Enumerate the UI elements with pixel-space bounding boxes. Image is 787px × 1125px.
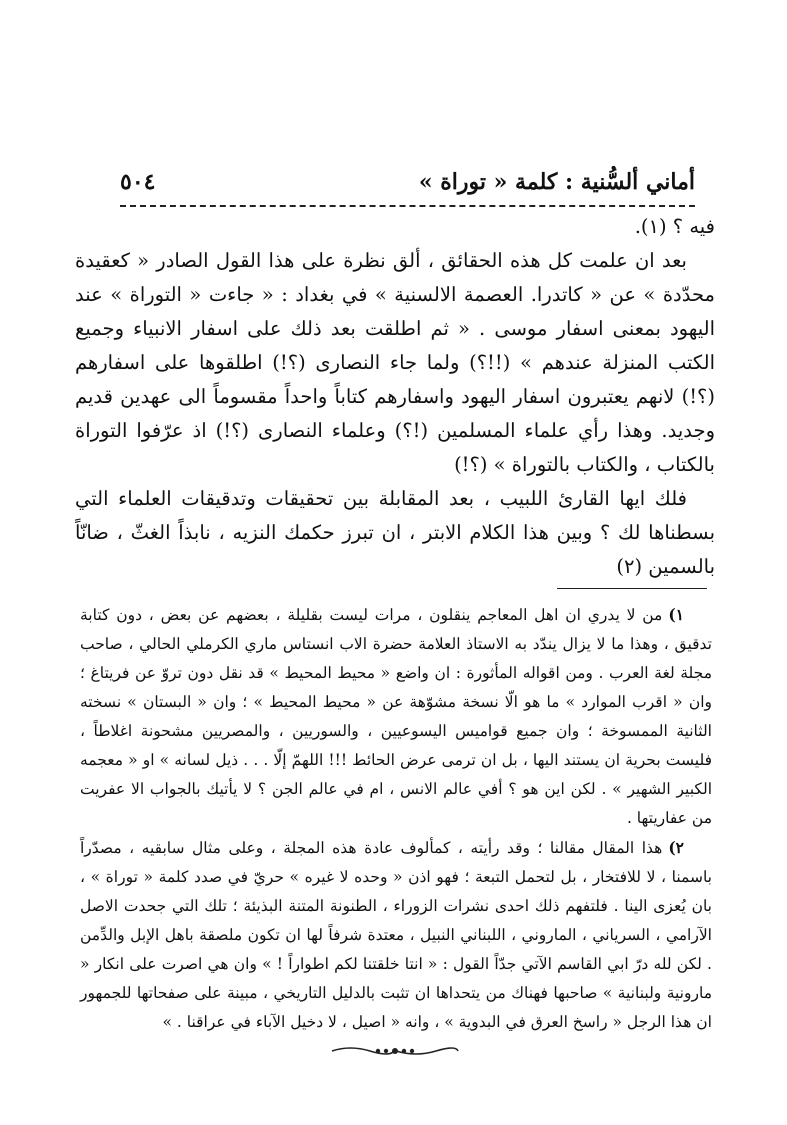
- paragraph: بعد ان علمت كل هذه الحقائق ، ألق نظرة على هذا القول الصادر « كعقيدة محدّدة » عن « كاتدرا. العصمة الالسنية » في بغداد : « جاءت « التوراة » عند اليهود بمعنى اسفار موسى . « ثم اطلقت بعد ذلك على اسفار الانبياء وجميع الكتب المنزلة عندهم » (!!؟) ولما جاء النصارى (؟!) اطلقوها على اسفارهم (؟!) لانهم يعتبرون اسفار اليهود واسفارهم كتاباً واحداً مقسوماً الى عهدين قديم وجديد. وهذا رأي علماء المسلمين (!؟) وعلماء النصارى (؟!) اذ عرّفوا التوراة بالكتاب ، والكتاب بالتوراة » (؟!): [75, 249, 715, 476]
- header-title: أماني ألسُّنية : كلمة « توراة »: [418, 169, 695, 195]
- footnote-number: ٢): [668, 838, 684, 857]
- footnote-number: ١): [668, 605, 684, 624]
- paragraph: فلك ايها القارئ اللبيب ، بعد المقابلة بين تحقيقات وتدقيقات العلماء التي بسطناها لك ؟ وبين هذا الكلام الابتر ، ان تبرز حكمك النزيه ، نابذاً الغثّ ، ضانّاً بالسمين (٢): [75, 487, 715, 578]
- page-number: ٥٠٤: [120, 169, 156, 195]
- main-text: [75, 210, 715, 584]
- end-ornament-icon: [330, 1043, 460, 1059]
- running-header: [120, 162, 695, 202]
- footnote-separator: [557, 588, 707, 589]
- footnote-text: هذا المقال مقالنا ؛ وقد رأيته ، كمألوف عادة هذه المجلة ، وعلى مثال سابقيه ، مصدّراً باسمنا ، لا للافتخار ، بل لتحمل التبعة ؛ فهو اذن « وحده لا غيره » حريّ في صدد كلمة « توراة » ، بان يُعزى الينا . فلتفهم ذلك احدى نشرات الزوراء ، الطنونة المتنة البذيئة ؛ تلك التي جحدت الاصل الآرامي ، السرياني ، الماروني ، اللبناني النبيل ، معتدة شرفاً لها ان تكون ملصقة باهل الإبل والدِّمن . لكن لله درّ ابي القاسم الآتي جدّاً القول : « انتا خلقتنا لكم اطواراً ! » وان هي اصرت على انكار « مارونية ولبنانية » صاحبها فهناك من يتحداها ان تثبت بالدليل التاريخي ، مبينة على صفحاتها للجمهور ان هذا الرجل « راسخ العرق في البدوية » ، وانه « اصيل ، لا دخيل الآباء في عراقنا . »: [80, 839, 712, 1031]
- paragraph-continuation: فيه ؟ (١).: [634, 215, 715, 238]
- footnotes: [80, 600, 712, 1037]
- footnote-text: من لا يدري ان اهل المعاجم ينقلون ، مرات ليست بقليلة ، بعضهم عن بعض ، دون كتابة تدقيق ، وهذا ما لا يزال يندّد به الاستاذ العلامة حضرة الاب انستاس ماري الكرملي الحالي ، صاحب مجلة لغة العرب . ومن اقواله المأثورة : ان واضع « محيط المحيط » قد نقل دون تروّ عن فريتاغ ؛ وان « اقرب الموارد » ما هو الّا نسخة مشوّهة عن « محيط المحيط » ؛ وان « البستان » نسخته الثانية الممسوخة ؛ وان جميع قواميس اليسوعيين ، والسوريين ، والمصريين مشحونة اغلاطاً ، فليست بحرية ان يستند اليها ، بل ان ترمى عرض الحائط !!! اللهمّ إلّا . . . ذيل لسانه » او « معجمه الكبير الشهير » . لكن اين هو ؟ أفي عالم الانس ، ام في عالم الجن ؟ لا يأتيك بالجواب الا عفريت من عفاريتها .: [80, 606, 712, 827]
- footnote: [80, 833, 712, 1037]
- header-dashed-rule: [120, 205, 695, 207]
- footnote: [80, 600, 712, 833]
